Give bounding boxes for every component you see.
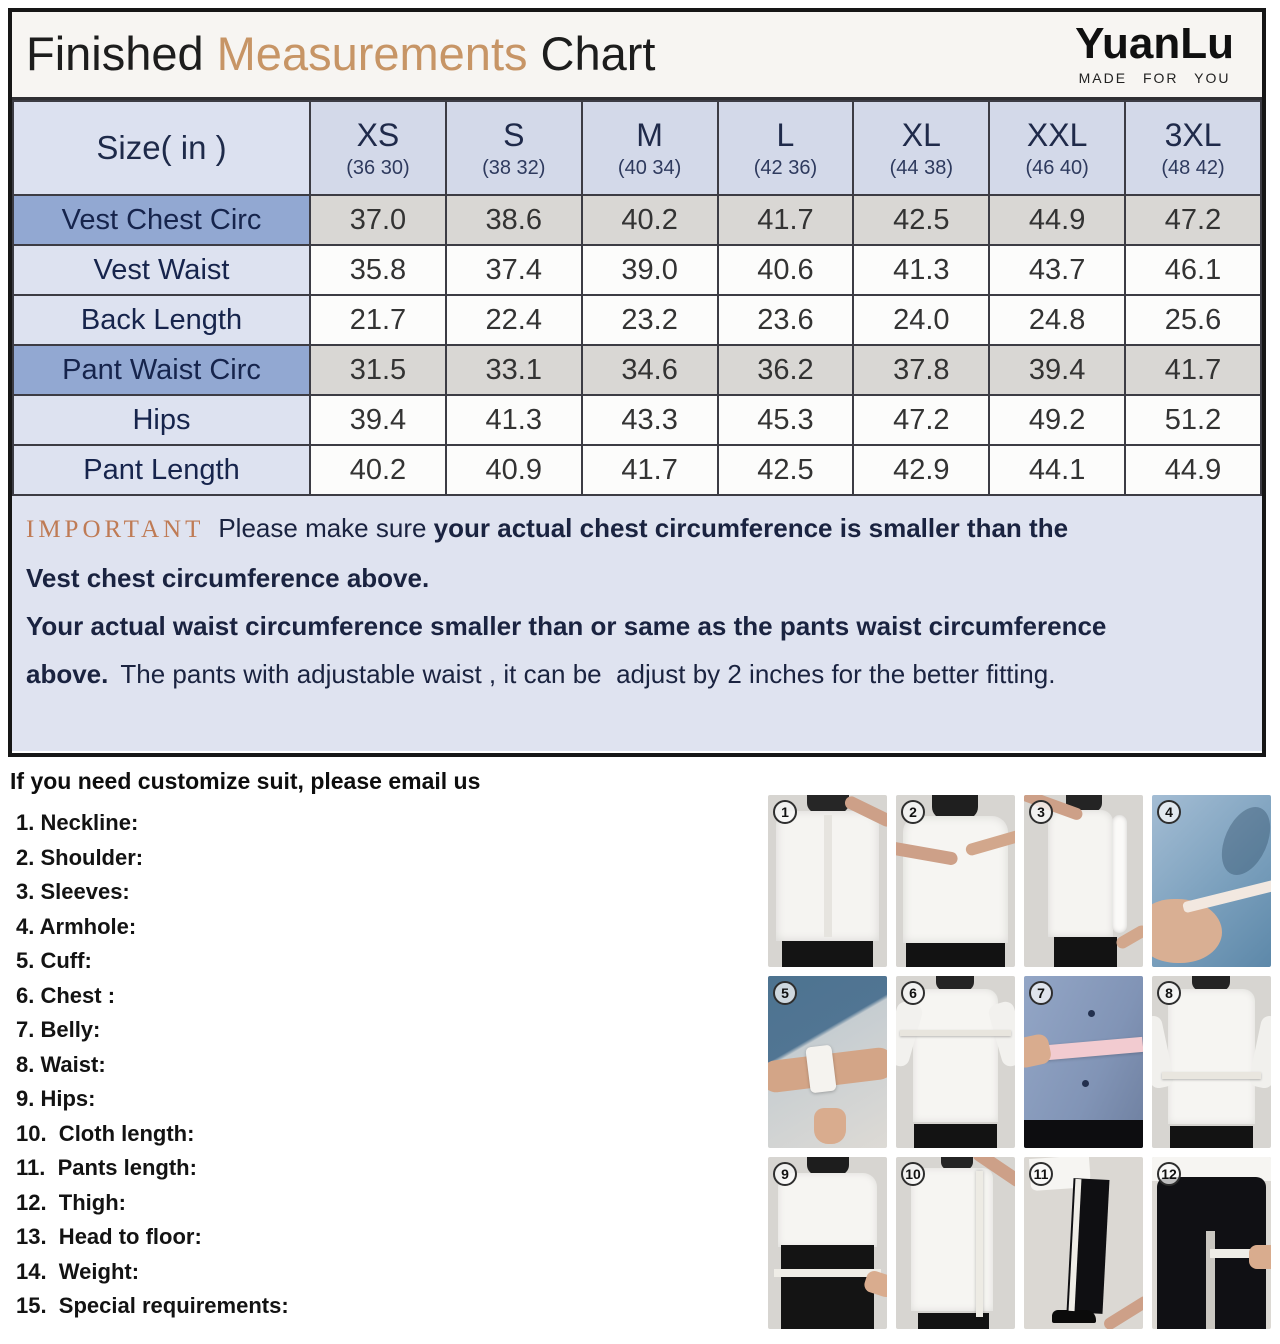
title-part-2: Chart [540,27,656,80]
important-label: IMPORTANT [26,516,205,543]
figure-shape [774,1269,881,1277]
measurement-cell: 25.6 [1125,295,1261,345]
photo-number-badge: 8 [1157,981,1181,1005]
figure-shape [814,1108,846,1144]
photo-number-badge: 3 [1029,800,1053,824]
customize-item-12: 12. Thigh: [16,1189,126,1215]
size-column-header-xl [853,101,989,195]
measure-photo-thigh [1152,1157,1271,1329]
measurement-cell: 44.1 [989,445,1125,495]
measurement-cell: 41.7 [718,195,854,245]
measurement-cell: 39.0 [582,245,718,295]
measure-photo-neckline [768,795,887,967]
figure-shape [1182,880,1271,914]
measurement-cell: 47.2 [853,395,989,445]
photo-number-badge: 4 [1157,800,1181,824]
customize-item-14: 14. Weight: [16,1258,140,1284]
figure-shape [1088,1010,1095,1017]
measurement-cell: 49.2 [989,395,1125,445]
measurement-cell: 42.9 [853,445,989,495]
size-unit-header: Size( in ) [13,101,310,195]
table-row-hips [13,395,1261,445]
title-part-1: Finished [26,27,204,80]
measurement-cell: 46.1 [1125,245,1261,295]
row-label: Back Length [13,295,310,345]
measurement-cell: 35.8 [310,245,446,295]
measurement-cell: 37.0 [310,195,446,245]
measurement-cell: 44.9 [1125,445,1261,495]
figure-shape [1168,989,1255,1124]
brand-logo [1075,20,1234,86]
note-text: Please make sure [218,513,434,543]
figure-shape [913,989,998,1122]
measure-photo-belly [1024,976,1143,1148]
photo-number-badge: 2 [901,800,925,824]
figure-shape [824,815,832,937]
measurement-cell: 24.8 [989,295,1125,345]
figure-shape [914,1124,997,1148]
measure-photo-cuff [768,976,887,1148]
measurement-photo-grid [768,795,1271,1329]
measurement-cell: 33.1 [446,345,582,395]
measure-photo-pants-length [1024,1157,1143,1329]
figure-shape [903,816,1008,943]
measurement-cell: 39.4 [989,345,1125,395]
customize-item-3: 3. Sleeves: [16,879,130,904]
size-range: (42 36) [753,156,818,179]
size-name: XXL [1026,116,1088,153]
figure-shape [1052,1310,1096,1323]
measurement-cell: 37.4 [446,245,582,295]
size-column-header-m [582,101,718,195]
measurement-cell: 41.3 [853,245,989,295]
measurement-cell: 47.2 [1125,195,1261,245]
row-label: Hips [13,395,310,445]
photo-number-badge: 9 [773,1162,797,1186]
row-label: Vest Waist [13,245,310,295]
measure-photo-cloth-length [896,1157,1015,1329]
measurement-cell: 23.6 [718,295,854,345]
measurement-cell: 43.7 [989,245,1125,295]
photo-number-badge: 5 [773,981,797,1005]
customize-item-4: 4. Armhole: [16,913,137,939]
chart-title-bar [12,12,1262,100]
table-row-vest-waist [13,245,1261,295]
size-column-header-xxl [989,101,1125,195]
figure-shape [976,1171,983,1317]
size-range: (46 40) [1025,156,1089,179]
customize-item-5: 5. Cuff: [16,948,92,973]
measurement-cell: 42.5 [853,195,989,245]
size-range: (36 30) [346,156,410,179]
row-label: Pant Length [13,445,310,495]
figure-shape [778,1173,877,1247]
size-column-header-xs [310,101,446,195]
customize-item-13: 13. Head to floor: [16,1224,202,1249]
customize-item-15: 15. Special requirements: [16,1293,289,1318]
table-row-pant-waist [13,345,1261,395]
measurement-cell: 34.6 [582,345,718,395]
size-column-header-s [446,101,582,195]
measurement-cell: 40.2 [582,195,718,245]
measure-photo-shoulder [896,795,1015,967]
note-paragraph-1 [26,504,1248,602]
table-row-vest-chest [13,195,1261,245]
measure-photo-waist [1152,976,1271,1148]
size-name: M [636,116,663,153]
measurement-cell: 40.2 [310,445,446,495]
measurement-cell: 40.6 [718,245,854,295]
brand-name: YuanLu [1075,19,1234,68]
customize-item-10: 10. Cloth length: [16,1120,195,1146]
measure-photo-sleeves [1024,795,1143,967]
note-text-bold: your actual chest circumference is smaller than the [433,513,1069,543]
size-column-header-l [718,101,854,195]
customize-item-7: 7. Belly: [16,1017,101,1042]
table-header-row [13,101,1261,195]
size-range: (40 34) [617,156,682,179]
photo-number-badge: 12 [1157,1162,1181,1186]
figure-shape [1048,810,1113,937]
figure-shape [805,1045,836,1094]
note-text: The pants with adjustable waist , it can be adjust by 2 inches for the better fitting. [120,659,1056,689]
size-name: XS [356,116,400,153]
customize-item-11: 11. Pants length: [16,1155,197,1180]
measure-photo-chest [896,976,1015,1148]
photo-number-badge: 11 [1029,1162,1053,1186]
measure-photo-hips [768,1157,887,1329]
measurement-cell: 45.3 [718,395,854,445]
customize-item-8: 8. Waist: [16,1051,106,1077]
measurement-cell: 21.7 [310,295,446,345]
row-label: Vest Chest Circ [13,195,310,245]
figure-shape [1112,815,1127,933]
size-table [12,100,1262,496]
figure-shape [1162,1072,1261,1079]
figure-shape [906,943,1005,967]
measurement-cell: 43.3 [582,395,718,445]
customize-item-1: 1. Neckline: [16,810,139,835]
figure-shape [1170,1126,1253,1148]
measurement-chart-panel [8,8,1266,757]
title-accent: Measurements [216,27,528,80]
measure-photo-armhole [1152,795,1271,967]
size-column-header-3xl [1125,101,1261,195]
measurement-cell: 24.0 [853,295,989,345]
size-range: (48 42) [1161,156,1225,179]
measurement-cell: 42.5 [718,445,854,495]
measurement-cell: 41.7 [1125,345,1261,395]
figure-shape [900,1030,1011,1036]
measurement-cell: 44.9 [989,195,1125,245]
measurement-cell: 39.4 [310,395,446,445]
page-title [26,26,668,81]
photo-number-badge: 7 [1029,981,1053,1005]
important-notes [12,496,1262,751]
photo-number-badge: 10 [901,1162,925,1186]
figure-shape [1212,800,1271,883]
size-name: S [503,116,525,153]
note-text-bold: Your actual waist circumference smaller than or same as the pants waist circumference above. [26,611,1114,689]
customize-heading: If you need customize suit, please email us [10,768,481,794]
measurement-cell: 31.5 [310,345,446,395]
size-range: (44 38) [889,156,953,179]
brand-tagline: MADE FOR YOU [1078,70,1231,86]
measurement-cell: 41.7 [582,445,718,495]
table-row-pant-length [13,445,1261,495]
note-paragraph-2 [26,602,1248,698]
note-text-bold: Vest chest circumference above. [26,563,430,593]
measurement-cell: 41.3 [446,395,582,445]
customize-item-9: 9. Hips: [16,1086,96,1111]
figure-shape [1102,1294,1143,1329]
figure-shape [1206,1231,1215,1329]
measurement-cell: 38.6 [446,195,582,245]
table-row-back-length [13,295,1261,345]
measurement-cell: 51.2 [1125,395,1261,445]
photo-number-badge: 1 [773,800,797,824]
figure-shape [1082,1080,1089,1087]
figure-shape [1249,1245,1271,1269]
photo-number-badge: 6 [901,981,925,1005]
figure-shape [781,1245,874,1329]
customize-item-6: 6. Chest : [16,982,116,1008]
measurement-cell: 40.9 [446,445,582,495]
figure-shape [782,941,873,967]
figure-shape [1024,1120,1143,1148]
measurement-cell: 22.4 [446,295,582,345]
size-name: L [776,116,795,153]
measurement-cell: 36.2 [718,345,854,395]
measurement-cell: 37.8 [853,345,989,395]
measurement-cell: 23.2 [582,295,718,345]
figure-shape [1054,937,1117,967]
customize-item-2: 2. Shoulder: [16,844,144,870]
row-label: Pant Waist Circ [13,345,310,395]
size-range: (38 32) [482,156,546,179]
customize-list [16,806,289,1324]
size-name: 3XL [1164,116,1222,153]
size-name: XL [901,116,941,153]
figure-shape [1024,1033,1053,1070]
